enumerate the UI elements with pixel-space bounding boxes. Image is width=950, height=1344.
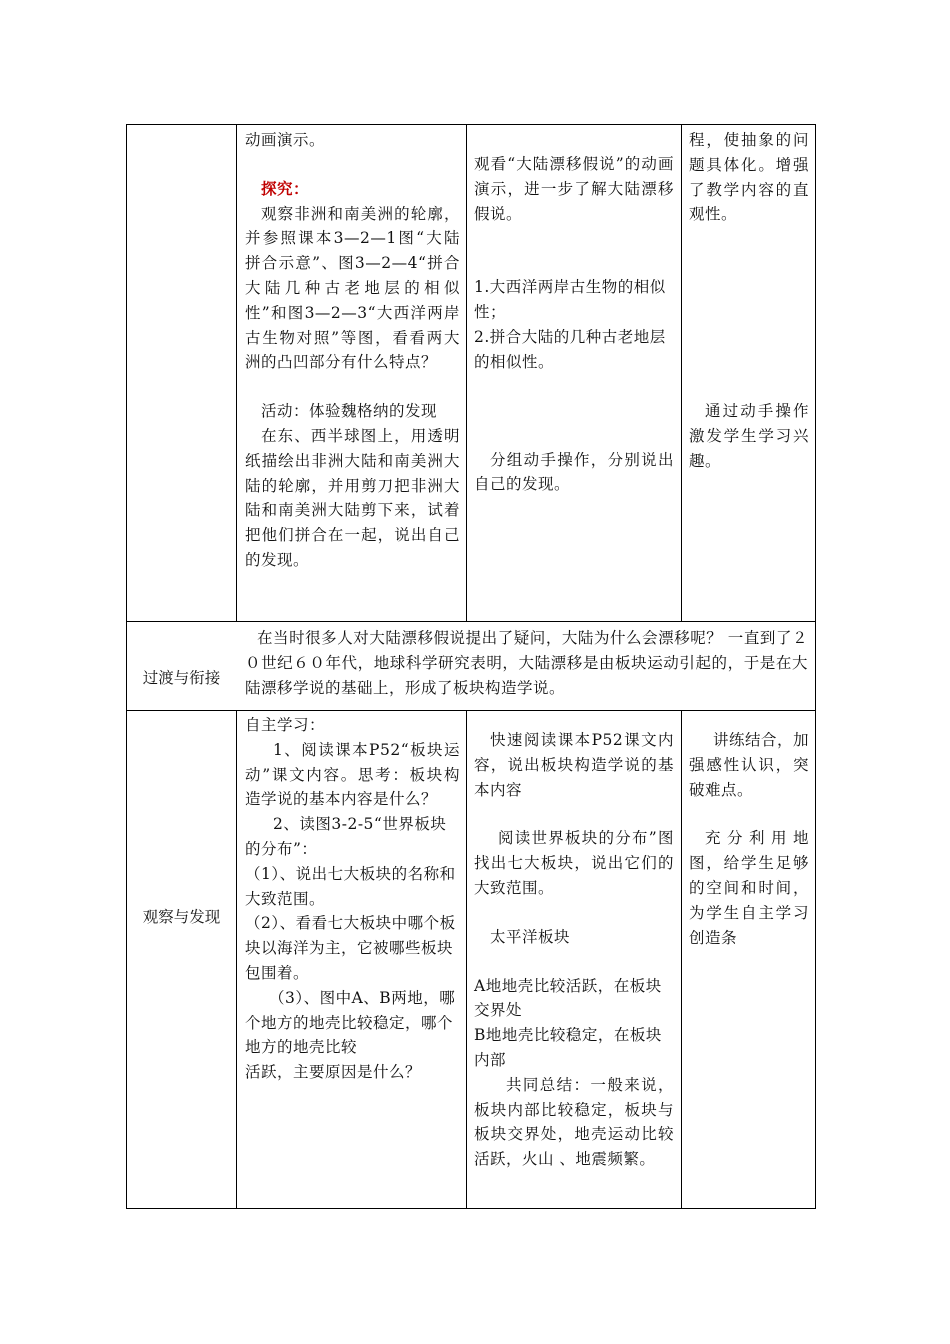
section3-design-intent xyxy=(689,728,809,950)
list-item: （2）、看看七大板块中哪个板块以海洋为主，它被哪些板块包围着。 xyxy=(245,914,456,982)
section1-teacher-activity xyxy=(245,128,460,573)
paragraph: 分组动手操作，分别说出自己的发现。 xyxy=(474,450,674,494)
section1-design-intent xyxy=(689,128,809,474)
paragraph: A地地壳比较活跃，在板块交界处 xyxy=(474,976,662,1020)
activity-heading: 活动：体验魏格纳的发现 xyxy=(261,402,438,421)
stage-label: 过渡与衔接 xyxy=(142,669,221,687)
paragraph: 阅读世界板块的分布”图找出七大板块，说出它们的大致范围。 xyxy=(474,829,674,897)
section1-student-activity xyxy=(474,128,674,497)
paragraph: 观察非洲和南美洲的轮廓，并参照课本3—2—1图“大陆拼合示意”、图3—2—4“拼合大陆几种古老地层的相似性”和图3—2—3“大西洋两岸古生物对照”等图，看看两大洲的凸凹部分有什么特点？ xyxy=(245,204,460,372)
paragraph: 快速阅读课本P52课文内容，说出板块构造学说的基本内容 xyxy=(474,731,674,799)
list-item: （3）、图中A、B两地，哪个地方的地壳比较稳定，哪个地方的地壳比较 xyxy=(245,988,456,1057)
paragraph: 充分利用地图，给学生足够的空间和时间，为学生自主学习创造条 xyxy=(689,829,809,947)
section3-teacher-activity xyxy=(245,713,460,1085)
paragraph: 共同总结：一般来说，板块内部比较稳定，板块与板块交界处，地壳运动比较活跃，火山 、地震频繁。 xyxy=(474,1075,674,1169)
paragraph: 动画演示。 xyxy=(245,131,326,149)
paragraph: 太平洋板块 xyxy=(490,927,571,946)
list-item: 活跃，主要原因是什么？ xyxy=(245,1063,422,1082)
paragraph: B地地壳比较稳定，在板块内部 xyxy=(474,1026,662,1069)
list-item: 2.拼合大陆的几种古老地层的相似性。 xyxy=(474,327,666,371)
paragraph: 通过动手操作激发学生学习兴趣。 xyxy=(689,402,809,470)
section3-student-activity xyxy=(474,728,674,1172)
list-item: 1.大西洋两岸古生物的相似性； xyxy=(474,278,666,322)
paragraph: 自主学习： xyxy=(245,716,326,734)
paragraph: 1、阅读课本P52“板块运动”课文内容。思考：板块构造学说的基本内容是什么？ xyxy=(245,740,460,809)
paragraph: 在东、西半球图上，用透明纸描绘出非洲大陆和南美洲大陆的轮廓，并用剪刀把非洲大陆和南美洲大陆剪下来，试着把他们拼合在一起，说出自己的发现。 xyxy=(245,426,460,569)
paragraph: 观看“大陆漂移假说”的动画演示，进一步了解大陆漂移假说。 xyxy=(474,155,674,223)
paragraph: 程，使抽象的问题具体化。增强了教学内容的直观性。 xyxy=(689,131,809,224)
paragraph: 2、读图3-2-5“世界板块的分布”： xyxy=(245,815,447,858)
inquiry-heading: 探究： xyxy=(261,178,310,198)
paragraph: 在当时很多人对大陆漂移假说提出了疑问，大陆为什么会漂移呢？ 一直到了２０世纪６０年代，地球科学研究表明，大陆漂移是由板块运动引起的，于是在大陆漂移学说的基础上，形成了板块构造学说。 xyxy=(245,629,808,697)
list-item: （1）、说出七大板块的名称和大致范围。 xyxy=(245,864,456,908)
transition-text xyxy=(245,626,808,700)
stage-label: 观察与发现 xyxy=(142,908,221,926)
paragraph: 讲练结合，加强感性认识，突破难点。 xyxy=(689,731,810,799)
